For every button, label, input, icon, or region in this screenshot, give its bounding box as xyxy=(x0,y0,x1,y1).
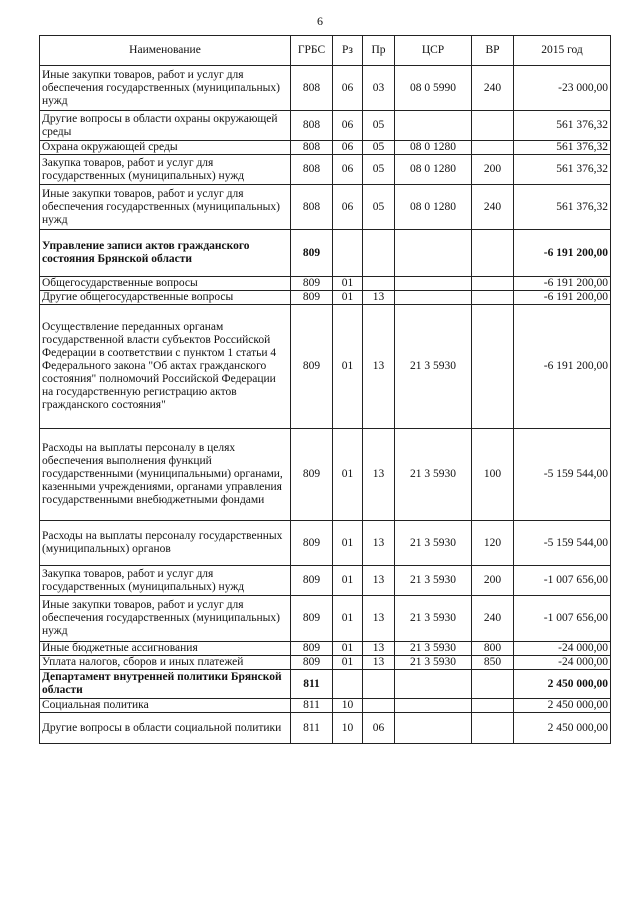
table-row xyxy=(40,155,611,185)
cell-pr: 05 xyxy=(363,155,395,185)
cell-amount: 2 450 000,00 xyxy=(514,699,611,713)
cell-csr: 21 3 5930 xyxy=(395,521,472,566)
header-row xyxy=(40,36,611,66)
cell-csr xyxy=(395,111,472,141)
cell-csr: 08 0 1280 xyxy=(395,155,472,185)
cell-grbs: 809 xyxy=(291,277,333,291)
cell-amount: 561 376,32 xyxy=(514,141,611,155)
cell-grbs: 808 xyxy=(291,185,333,230)
cell-name: Охрана окружающей среды xyxy=(40,141,291,155)
cell-pr: 13 xyxy=(363,521,395,566)
cell-csr: 21 3 5930 xyxy=(395,596,472,642)
header-csr: ЦСР xyxy=(395,36,472,66)
cell-name: Иные закупки товаров, работ и услуг для обеспечения государственных (муниципальных) нужд xyxy=(40,596,291,642)
cell-name: Иные бюджетные ассигнования xyxy=(40,642,291,656)
cell-grbs: 809 xyxy=(291,656,333,670)
table-row xyxy=(40,185,611,230)
cell-name: Другие общегосударственные вопросы xyxy=(40,291,291,305)
cell-vr: 800 xyxy=(472,642,514,656)
table-row xyxy=(40,277,611,291)
cell-grbs: 808 xyxy=(291,66,333,111)
cell-pr: 13 xyxy=(363,596,395,642)
cell-name: Иные закупки товаров, работ и услуг для обеспечения государственных (муниципальных) нужд xyxy=(40,66,291,111)
cell-amount: -24 000,00 xyxy=(514,642,611,656)
cell-grbs: 808 xyxy=(291,155,333,185)
cell-vr xyxy=(472,111,514,141)
cell-csr: 08 0 1280 xyxy=(395,141,472,155)
cell-name: Общегосударственные вопросы xyxy=(40,277,291,291)
cell-pr: 03 xyxy=(363,66,395,111)
cell-csr: 08 0 5990 xyxy=(395,66,472,111)
cell-amount: -5 159 544,00 xyxy=(514,521,611,566)
cell-amount: -23 000,00 xyxy=(514,66,611,111)
table-row xyxy=(40,642,611,656)
cell-csr: 21 3 5930 xyxy=(395,305,472,429)
cell-vr xyxy=(472,713,514,744)
cell-grbs: 809 xyxy=(291,305,333,429)
cell-vr: 240 xyxy=(472,66,514,111)
cell-csr: 08 0 1280 xyxy=(395,185,472,230)
cell-amount: 561 376,32 xyxy=(514,185,611,230)
cell-rz: 06 xyxy=(333,185,363,230)
cell-name: Другие вопросы в области социальной политики xyxy=(40,713,291,744)
table-row-section xyxy=(40,230,611,277)
cell-name: Расходы на выплаты персоналу в целях обеспечения выполнения функций государственными (муниципальными) органами, казенными учреждениями, органами управления государственными внебюджетными фондами xyxy=(40,429,291,521)
cell-pr xyxy=(363,277,395,291)
cell-name: Иные закупки товаров, работ и услуг для обеспечения государственных (муниципальных) нужд xyxy=(40,185,291,230)
cell-csr xyxy=(395,670,472,699)
cell-name: Социальная политика xyxy=(40,699,291,713)
cell-rz xyxy=(333,670,363,699)
header-grbs: ГРБС xyxy=(291,36,333,66)
cell-grbs: 809 xyxy=(291,642,333,656)
header-name: Наименование xyxy=(40,36,291,66)
header-vr: ВР xyxy=(472,36,514,66)
cell-rz: 10 xyxy=(333,713,363,744)
cell-csr: 21 3 5930 xyxy=(395,566,472,596)
cell-pr xyxy=(363,670,395,699)
table-row-section xyxy=(40,670,611,699)
budget-table xyxy=(39,35,611,744)
cell-grbs: 809 xyxy=(291,596,333,642)
cell-rz: 01 xyxy=(333,566,363,596)
cell-pr: 05 xyxy=(363,111,395,141)
cell-amount: -1 007 656,00 xyxy=(514,566,611,596)
header-rz: Рз xyxy=(333,36,363,66)
cell-vr xyxy=(472,670,514,699)
cell-pr: 05 xyxy=(363,185,395,230)
cell-vr: 200 xyxy=(472,566,514,596)
cell-amount: 2 450 000,00 xyxy=(514,713,611,744)
cell-csr: 21 3 5930 xyxy=(395,429,472,521)
cell-rz: 06 xyxy=(333,66,363,111)
cell-csr xyxy=(395,713,472,744)
cell-grbs: 809 xyxy=(291,429,333,521)
cell-csr xyxy=(395,230,472,277)
cell-pr xyxy=(363,230,395,277)
cell-name: Управление записи актов гражданского состояния Брянской области xyxy=(40,230,291,277)
cell-grbs: 808 xyxy=(291,141,333,155)
cell-name: Закупка товаров, работ и услуг для государственных (муниципальных) нужд xyxy=(40,155,291,185)
cell-rz: 10 xyxy=(333,699,363,713)
header-year: 2015 год xyxy=(514,36,611,66)
cell-pr: 05 xyxy=(363,141,395,155)
cell-grbs: 809 xyxy=(291,230,333,277)
cell-csr xyxy=(395,291,472,305)
cell-rz: 01 xyxy=(333,291,363,305)
cell-amount: 2 450 000,00 xyxy=(514,670,611,699)
cell-vr xyxy=(472,305,514,429)
cell-csr xyxy=(395,277,472,291)
cell-amount: -24 000,00 xyxy=(514,656,611,670)
table-row xyxy=(40,521,611,566)
cell-csr xyxy=(395,699,472,713)
cell-vr: 200 xyxy=(472,155,514,185)
cell-grbs: 808 xyxy=(291,111,333,141)
table-row xyxy=(40,141,611,155)
cell-vr xyxy=(472,699,514,713)
cell-pr: 06 xyxy=(363,713,395,744)
cell-amount: -6 191 200,00 xyxy=(514,305,611,429)
cell-name: Расходы на выплаты персоналу государственных (муниципальных) органов xyxy=(40,521,291,566)
cell-vr: 100 xyxy=(472,429,514,521)
table-row xyxy=(40,305,611,429)
cell-rz: 01 xyxy=(333,429,363,521)
cell-csr: 21 3 5930 xyxy=(395,656,472,670)
table-row xyxy=(40,111,611,141)
cell-name: Осуществление переданных органам государственной власти субъектов Российской Федерации в соответствии с пунктом 1 статьи 4 Федерального закона "Об актах гражданского состояния" полномочий Российской Федерации на государственную регистрацию актов гражданского состояния" xyxy=(40,305,291,429)
cell-grbs: 809 xyxy=(291,291,333,305)
cell-vr: 120 xyxy=(472,521,514,566)
table-row xyxy=(40,596,611,642)
cell-amount: -6 191 200,00 xyxy=(514,291,611,305)
page-number: 6 xyxy=(317,14,323,28)
cell-rz: 06 xyxy=(333,111,363,141)
cell-pr: 13 xyxy=(363,656,395,670)
cell-vr xyxy=(472,291,514,305)
cell-amount: 561 376,32 xyxy=(514,111,611,141)
cell-pr: 13 xyxy=(363,566,395,596)
header-pr: Пр xyxy=(363,36,395,66)
table-row xyxy=(40,699,611,713)
cell-amount: -5 159 544,00 xyxy=(514,429,611,521)
cell-grbs: 811 xyxy=(291,699,333,713)
cell-csr: 21 3 5930 xyxy=(395,642,472,656)
cell-grbs: 809 xyxy=(291,521,333,566)
cell-pr: 13 xyxy=(363,429,395,521)
cell-vr xyxy=(472,277,514,291)
table-row xyxy=(40,713,611,744)
cell-vr: 240 xyxy=(472,185,514,230)
cell-rz: 01 xyxy=(333,656,363,670)
cell-pr xyxy=(363,699,395,713)
cell-vr: 850 xyxy=(472,656,514,670)
cell-amount: -6 191 200,00 xyxy=(514,230,611,277)
cell-amount: -1 007 656,00 xyxy=(514,596,611,642)
cell-vr xyxy=(472,230,514,277)
table-row xyxy=(40,429,611,521)
cell-name: Уплата налогов, сборов и иных платежей xyxy=(40,656,291,670)
cell-rz: 06 xyxy=(333,141,363,155)
cell-rz: 01 xyxy=(333,642,363,656)
cell-rz: 01 xyxy=(333,277,363,291)
cell-rz: 01 xyxy=(333,305,363,429)
cell-rz: 06 xyxy=(333,155,363,185)
cell-name: Закупка товаров, работ и услуг для государственных (муниципальных) нужд xyxy=(40,566,291,596)
cell-vr xyxy=(472,141,514,155)
cell-grbs: 809 xyxy=(291,566,333,596)
cell-name: Департамент внутренней политики Брянской области xyxy=(40,670,291,699)
cell-name: Другие вопросы в области охраны окружающей среды xyxy=(40,111,291,141)
cell-amount: -6 191 200,00 xyxy=(514,277,611,291)
cell-vr: 240 xyxy=(472,596,514,642)
cell-pr: 13 xyxy=(363,305,395,429)
cell-pr: 13 xyxy=(363,291,395,305)
cell-rz: 01 xyxy=(333,521,363,566)
table-row xyxy=(40,566,611,596)
cell-pr: 13 xyxy=(363,642,395,656)
table-row xyxy=(40,656,611,670)
table-row xyxy=(40,291,611,305)
table-row xyxy=(40,66,611,111)
cell-grbs: 811 xyxy=(291,713,333,744)
cell-grbs: 811 xyxy=(291,670,333,699)
cell-amount: 561 376,32 xyxy=(514,155,611,185)
cell-rz: 01 xyxy=(333,596,363,642)
cell-rz xyxy=(333,230,363,277)
